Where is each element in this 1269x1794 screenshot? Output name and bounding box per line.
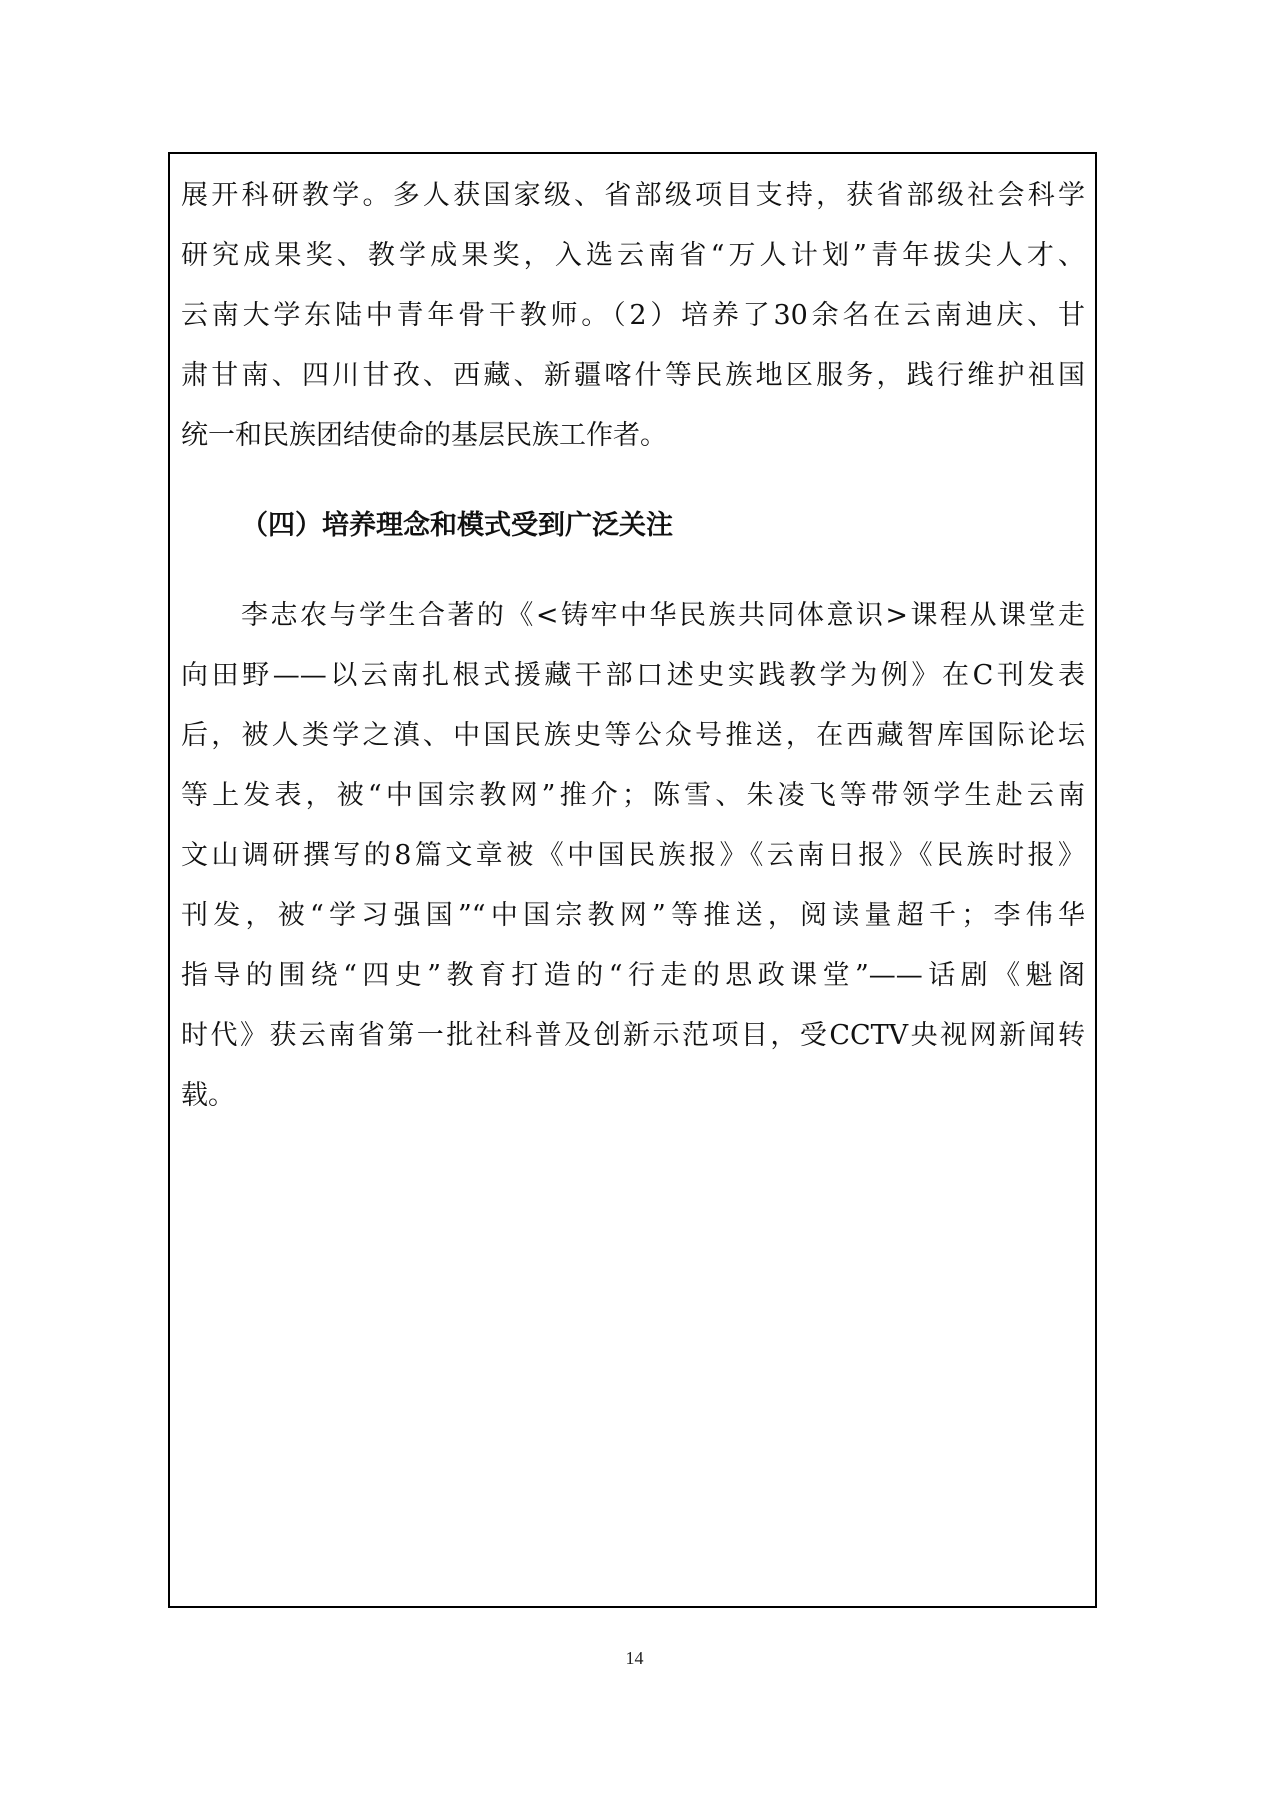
text-line: 后，被人类学之滇、中国民族史等公众号推送，在西藏智库国际论坛 <box>181 720 1085 751</box>
text-line: 统一和民族团结使命的基层民族工作者。 <box>181 420 667 451</box>
text-line: 等上发表，被“中国宗教网”推介；陈雪、朱凌飞等带领学生赴云南 <box>181 780 1085 811</box>
paragraph-continuation <box>181 166 1085 466</box>
text-line: 载。 <box>181 1080 235 1111</box>
page-number: 14 <box>625 1648 644 1668</box>
text-line: 肃甘南、四川甘孜、西藏、新疆喀什等民族地区服务，践行维护祖国 <box>181 360 1085 391</box>
paragraph-spacer <box>181 466 1085 496</box>
text-line: 刊发，被“学习强国”“中国宗教网”等推送，阅读量超千；李伟华 <box>181 900 1085 931</box>
text-line: 文山调研撰写的8篇文章被《中国民族报》《云南日报》《民族时报》 <box>181 840 1085 871</box>
section-heading: （四）培养理念和模式受到广泛关注 <box>241 510 673 541</box>
text-line: 时代》获云南省第一批社科普及创新示范项目，受CCTV央视网新闻转 <box>181 1020 1085 1051</box>
text-line: 研究成果奖、教学成果奖，入选云南省“万人计划”青年拔尖人才、 <box>181 240 1085 271</box>
document-body <box>181 166 1085 1126</box>
text-line: 李志农与学生合著的《<铸牢中华民族共同体意识>课程从课堂走 <box>241 600 1085 631</box>
paragraph-attention <box>181 586 1085 1126</box>
text-line: 云南大学东陆中青年骨干教师。（2）培养了30余名在云南迪庆、甘 <box>181 300 1085 331</box>
text-line: 向田野——以云南扎根式援藏干部口述史实践教学为例》在C刊发表 <box>181 660 1085 691</box>
text-line: 指导的围绕“四史”教育打造的“行走的思政课堂”——话剧《魁阁 <box>181 960 1085 991</box>
paragraph-spacer <box>181 556 1085 586</box>
text-line: 展开科研教学。多人获国家级、省部级项目支持，获省部级社会科学 <box>181 180 1085 211</box>
